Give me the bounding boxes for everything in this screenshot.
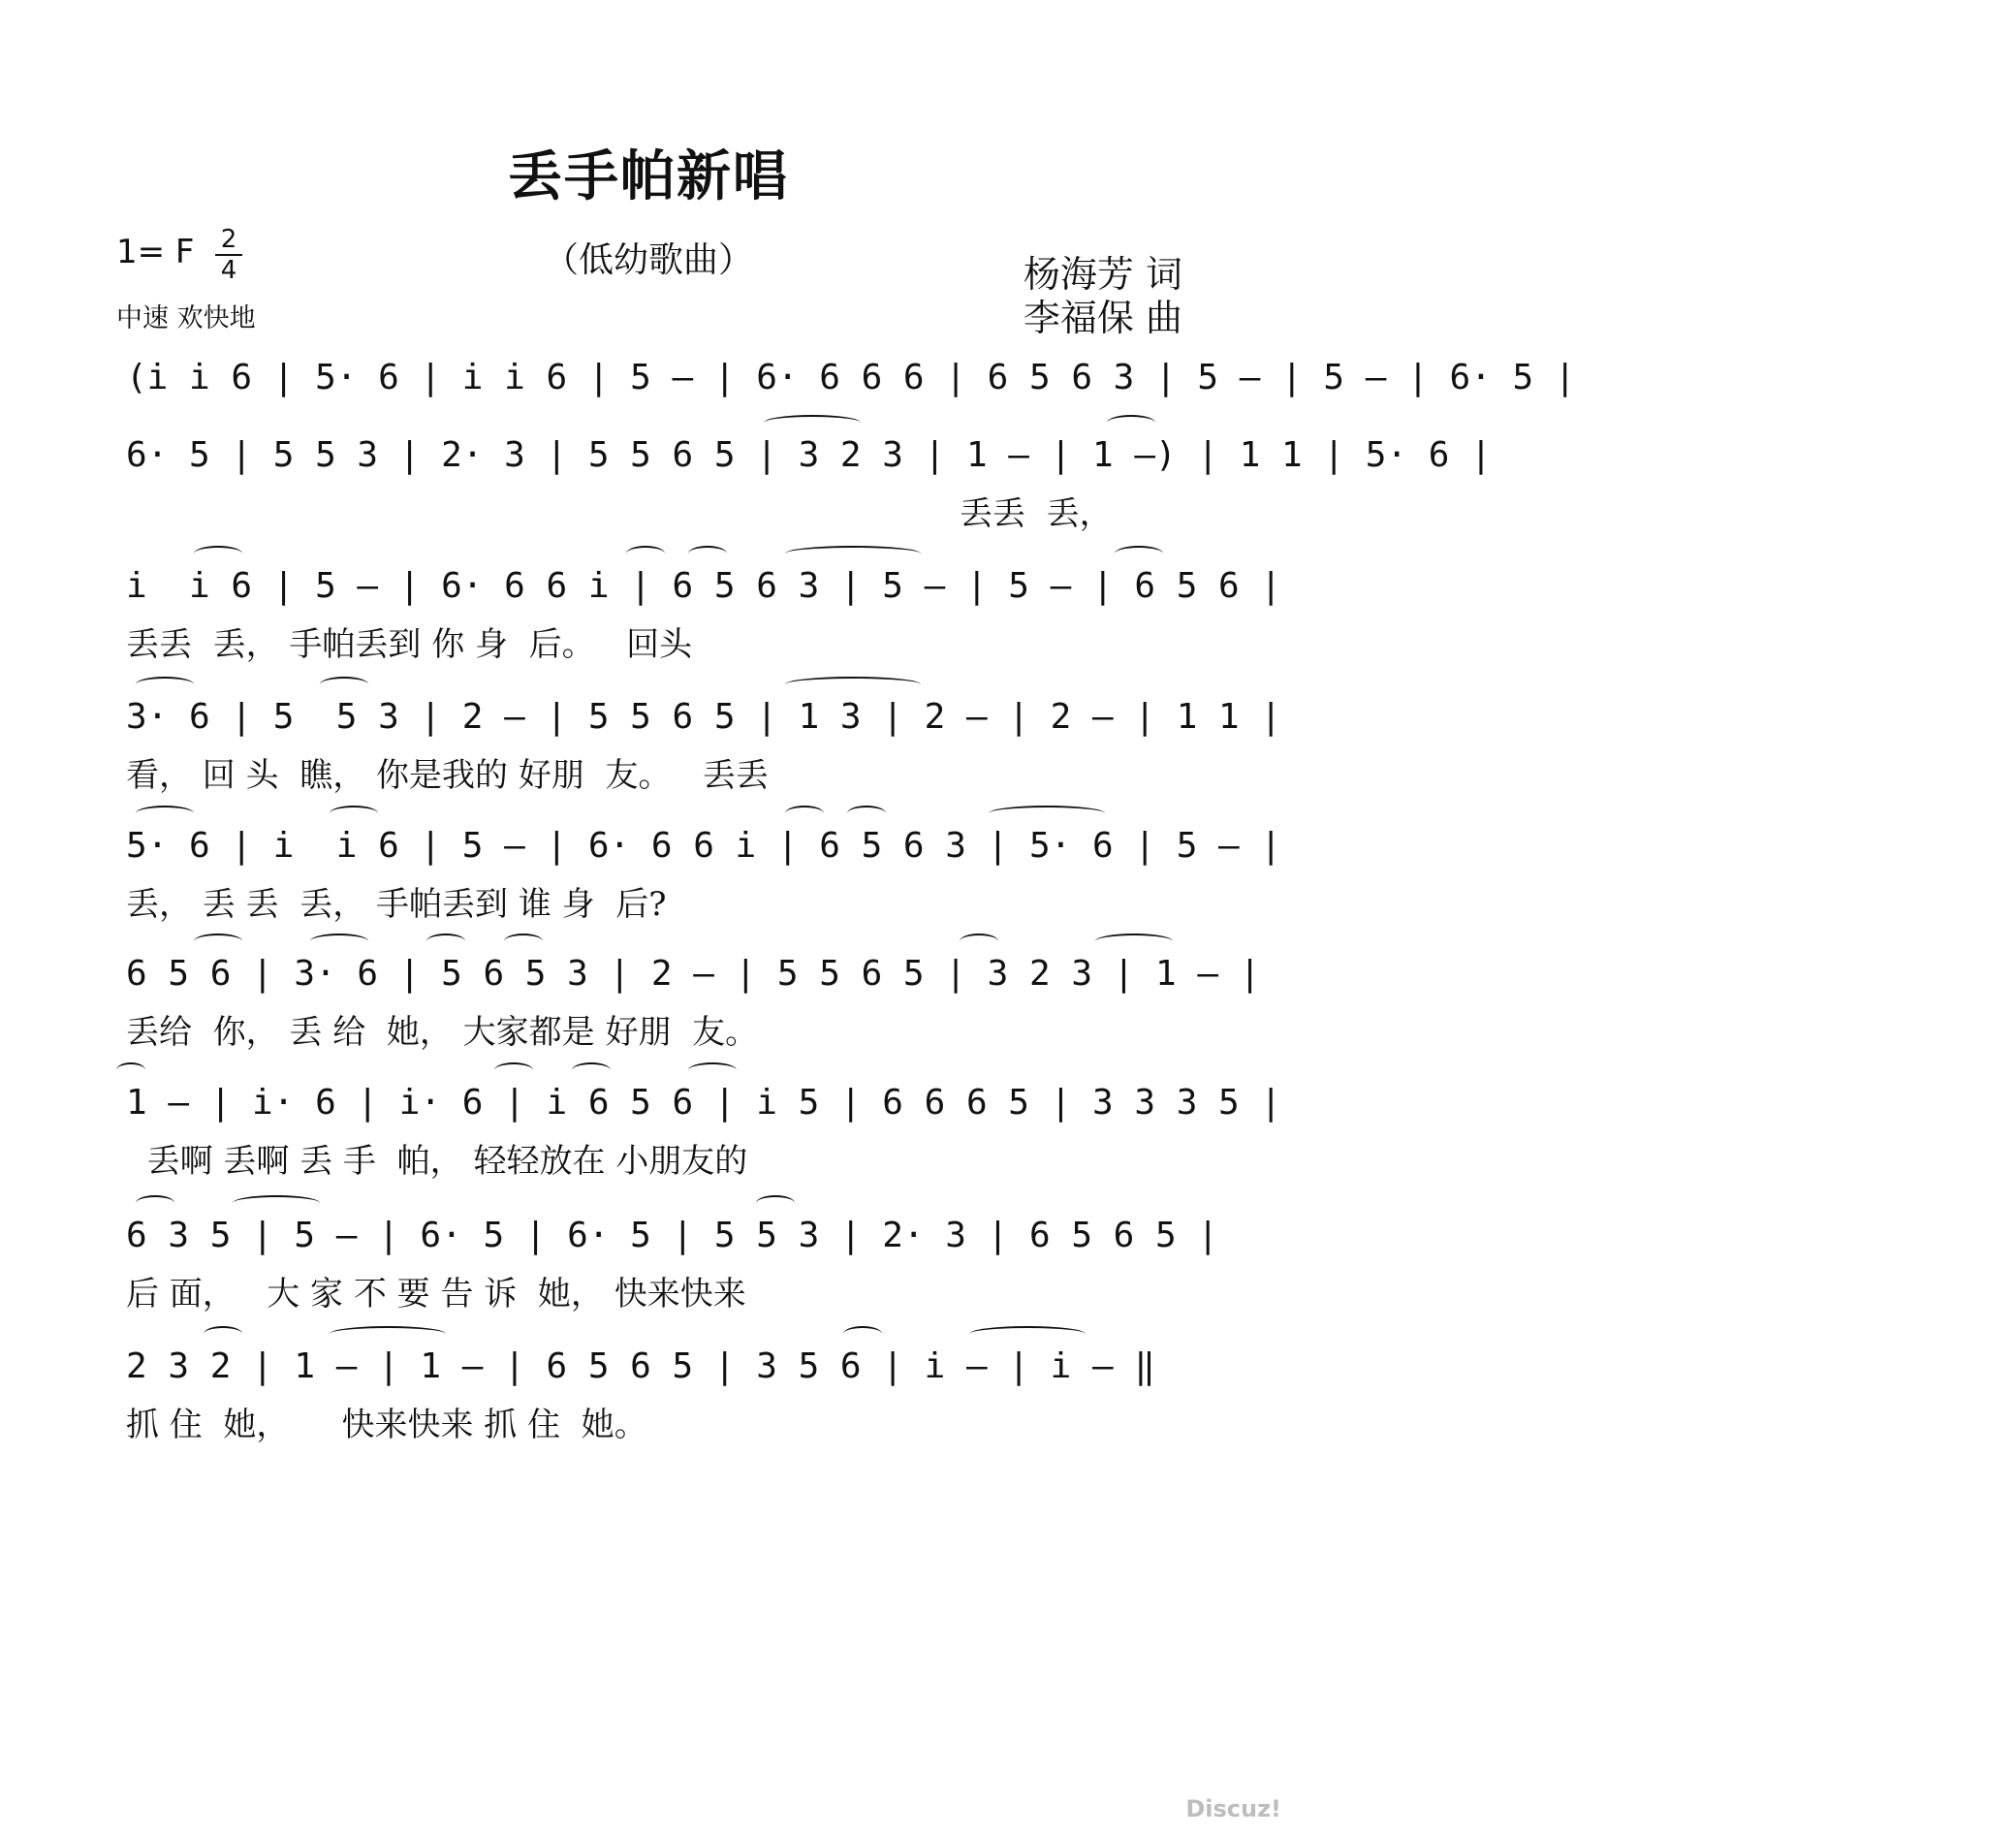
composer-credit: 李福保 曲 [1023,297,1182,339]
lyrics-line: 丢给 你， 丢 给 她， 大家都是 好朋 友。 [126,1013,759,1052]
notation-line: i̇ i̇ 6 | 5 – | 6· 6 6 i̇ | 6 5 6 3 | 5 – | 5 – | 6 5 6 | [126,566,1282,606]
key-signature: 1= F [116,233,195,271]
lyrics-line: 抓 住 她， 快来快来 抓 住 她。 [126,1406,647,1444]
score-row-5 [126,817,1282,924]
lyrics-line: 看， 回 头 瞧， 你是我的 好朋 友。 丢丢 [126,756,769,795]
lyrics-line: 丢丢 丢， 手帕丢到 你 身 后。 回头 [126,625,693,664]
notation-line: 6 3 5 | 5 – | 6· 5 | 6· 5 | 5 5 3 | 2· 3 | 6 5 6 5 | [126,1216,1219,1255]
notation-line: (i̇ i̇ 6 | 5· 6 | i̇ i̇ 6 | 5 – | 6· 6 6 6 | 6 5 6 3 | 5 – | 5 – | 6· 5 | [126,358,1576,397]
score-row-8 [126,1207,1219,1314]
notation-line: 5· 6 | i̇ i̇ 6 | 5 – | 6· 6 6 i̇ | 6 5 6 3 | 5· 6 | 5 – | [126,826,1282,866]
notation-line: 6· 5 | 5 5 3 | 2· 3 | 5 5 6 5 | 3 2 3 | 1 – | 1 –) | 1 1 | 5· 6 | [126,435,1492,475]
score-row-3 [126,557,1282,664]
time-signature-bottom: 4 [220,256,237,285]
tempo-marking: 中速 欢快地 [116,303,256,333]
time-signature [215,227,242,283]
song-subtitle: （低幼歌曲） [543,240,753,280]
notation-line: 6 5 6 | 3· 6 | 5 6 5 3 | 2 – | 5 5 6 5 | 3 2 3 | 1 – | [126,954,1261,994]
lyrics-line: 丢丢 丢， [960,494,1113,533]
lyricist-credit: 杨海芳 词 [1023,253,1182,296]
lyrics-line: 后 面， 大 家 不 要 告 诉 她， 快来快来 [126,1275,746,1314]
lyrics-line: 丢啊 丢啊 丢 手 帕， 轻轻放在 小朋友的 [126,1142,748,1181]
notation-line: 3· 6 | 5 5 3 | 2 – | 5 5 6 5 | 1 3 | 2 – | 2 – | 1 1 | [126,697,1282,737]
time-signature-top: 2 [220,225,237,254]
watermark: Discuz! [1185,1795,1281,1822]
song-title: 丢手帕新唱 [508,145,789,208]
score-row-2 [126,427,1492,533]
score-row-7 [126,1074,1282,1181]
score-row-9 [126,1338,1182,1444]
lyrics-line: 丢， 丢 丢 丢， 手帕丢到 谁 身 后? [126,885,667,924]
score-row-6 [126,945,1261,1052]
notation-line: 1 – | i̇· 6 | i̇· 6 | i̇ 6 5 6 | i̇ 5 | 6 6 6 5 | 3 3 3 5 | [126,1083,1282,1123]
score-row-4 [126,688,1282,795]
notation-line: 2 3 2 | 1 – | 1 – | 6 5 6 5 | 3 5 6 | i̇ – | i̇ – ‖ [126,1346,1156,1386]
